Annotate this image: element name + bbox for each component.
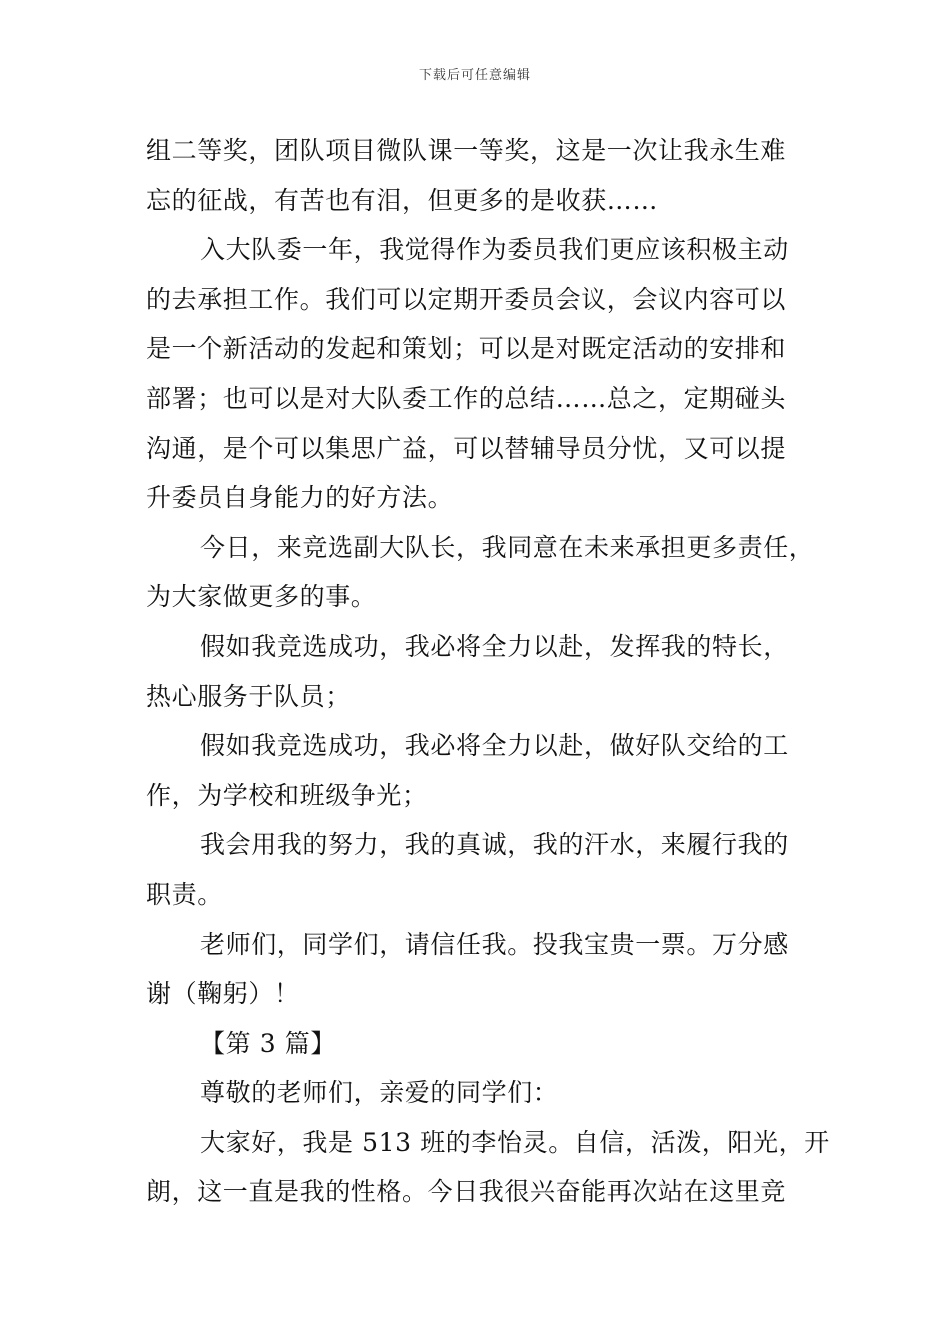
text-line: 部署；也可以是对大队委工作的总结……总之，定期碰头: [146, 383, 787, 413]
text-line: 升委员自身能力的好方法。: [146, 483, 454, 513]
text-line: 作，为学校和班级争光；: [146, 780, 428, 810]
text-line: 职责。: [146, 879, 223, 909]
text-line: 朗，这一直是我的性格。今日我很兴奋能再次站在这里竞: [146, 1177, 787, 1207]
text-line: 为大家做更多的事。: [146, 582, 377, 612]
section-heading: 【第 3 篇】: [200, 1028, 336, 1058]
document-body: [146, 126, 830, 1217]
text-line: 沟通，是个可以集思广益，可以替辅导员分忧，又可以提: [146, 433, 787, 463]
text-line: 今日，来竞选副大队长，我同意在未来承担更多责任，: [200, 532, 815, 562]
text-line: 热心服务于队员；: [146, 681, 351, 711]
text-line: 忘的征战，有苦也有泪，但更多的是收获……: [146, 185, 659, 215]
text-line: 是一个新活动的发起和策划；可以是对既定活动的安排和: [146, 334, 787, 364]
text-line: 大家好，我是 513 班的李怡灵。自信，活泼，阳光，开: [200, 1127, 830, 1157]
text-line: 老师们，同学们，请信任我。投我宝贵一票。万分感: [200, 929, 789, 959]
text-line: 的去承担工作。我们可以定期开委员会议，会议内容可以: [146, 284, 787, 314]
text-line: 尊敬的老师们，亲爱的同学们：: [200, 1078, 559, 1108]
text-line: 谢（鞠躬）！: [146, 979, 300, 1009]
text-line: 假如我竞选成功，我必将全力以赴，做好队交给的工: [200, 731, 789, 761]
text-line: 组二等奖，团队项目微队课一等奖，这是一次让我永生难: [146, 136, 787, 165]
page-header: 下载后可任意编辑: [418, 68, 531, 83]
text-line: 我会用我的努力，我的真诚，我的汗水，来履行我的: [200, 830, 789, 860]
text-line: 入大队委一年，我觉得作为委员我们更应该积极主动: [200, 235, 789, 265]
text-line: 假如我竞选成功，我必将全力以赴，发挥我的特长，: [200, 631, 789, 661]
